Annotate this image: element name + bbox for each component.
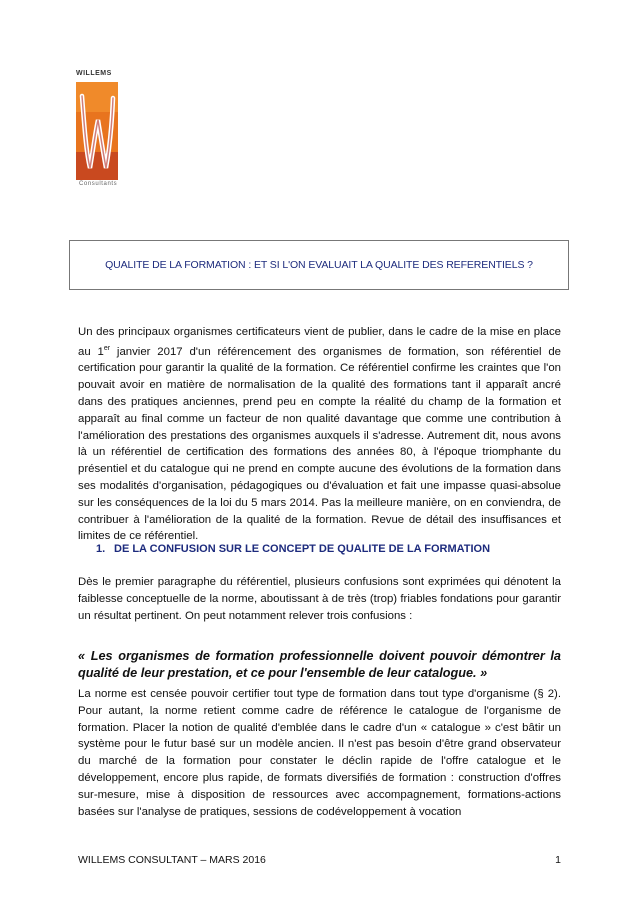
logo-top-text: WILLEMS bbox=[76, 70, 112, 77]
section-number: 1. bbox=[96, 543, 106, 555]
willems-logo bbox=[76, 70, 118, 190]
section-title: DE LA CONFUSION SUR LE CONCEPT DE QUALITE DE LA FORMATION bbox=[114, 543, 491, 555]
paragraph-3: La norme est censée pouvoir certifier tout type de formation dans tout type d'organisme (§ 2). Pour autant, la norme retient comme cadre de référence le catalogue de l'organisme de formation. Placer la notion de qualité d'emblée dans le cadre d'un « catalogue » c'est bâtir un système pour le futur basé sur un modèle ancien. Il n'est pas besoin d'être grand observateur du marché de la formation pour constater le déclin rapide de l'offre catalogue et le développement, encore plus rapide, de formats diversifiés de formation : construction d'offres sur-mesure, mise à disposition de ressources avec accompagnement, formations-actions basées sur l'analyse de pratiques, sessions de codéveloppement à vocation bbox=[78, 688, 561, 818]
paragraph-1-rest: janvier 2017 d'un référencement des organismes de formation, son référentiel de certification pour garantir la qualité de la formation. Ce référentiel confirme les craintes que l'on pouvait avoir en matière de normalisation de la qualité des formations tant il apparaît ancré dans des pratiques anciennes, prend peu en compte la réalité du champ de la formation et apparaît au final comme un facteur de non qualité davantage que comme une contribution à l'amélioration des prestations des organismes auxquels il s'adresse. Autrement dit, nous avons là un référentiel de certification des formations des années 80, à l'époque triomphante du présentiel et du catalogue qui ne prend en compte aucune des évolutions de la formation dans ses modalités d'organisation, pédagogiques ou d'évaluation et fait une impasse quasi-absolue sur les conséquences de la loi du 5 mars 2014. Pas la meilleure manière, on en conviendra, de contribuer à l'amélioration de la qualité de la formation. Revue de détail des insuffisances et limites de ce référentiel. bbox=[78, 345, 562, 543]
ordinal-superscript: er bbox=[103, 344, 111, 352]
pull-quote: « Les organismes de formation professionnelle doivent pouvoir démontrer la qualité de leur prestation, et ce pour l'ensemble de leur catalogue. » bbox=[78, 649, 561, 680]
logo-bottom-text: Consultants bbox=[79, 181, 118, 187]
paragraph-2: Dès le premier paragraphe du référentiel, plusieurs confusions sont exprimées qui dénotent la faiblesse conceptuelle de la norme, aboutissant à de très (trop) friables fondations pour garantir un résultat pertinent. On peut notamment relever trois confusions : bbox=[78, 576, 561, 622]
logo-w-mark bbox=[76, 82, 118, 180]
paragraph-1 bbox=[78, 324, 561, 545]
page-number: 1 bbox=[555, 854, 561, 866]
footer-text: WILLEMS CONSULTANT – MARS 2016 bbox=[78, 854, 266, 866]
page-footer bbox=[78, 854, 561, 866]
paragraph-1-start: Un des principaux organismes certificateurs vient de publier, dans le cadre de la mise en place au 1 bbox=[78, 326, 561, 358]
document-title: QUALITE DE LA FORMATION : ET SI L'ON EVALUAIT LA QUALITE DES REFERENTIELS ? bbox=[105, 259, 533, 271]
section-heading bbox=[96, 543, 490, 555]
title-box bbox=[69, 240, 569, 290]
